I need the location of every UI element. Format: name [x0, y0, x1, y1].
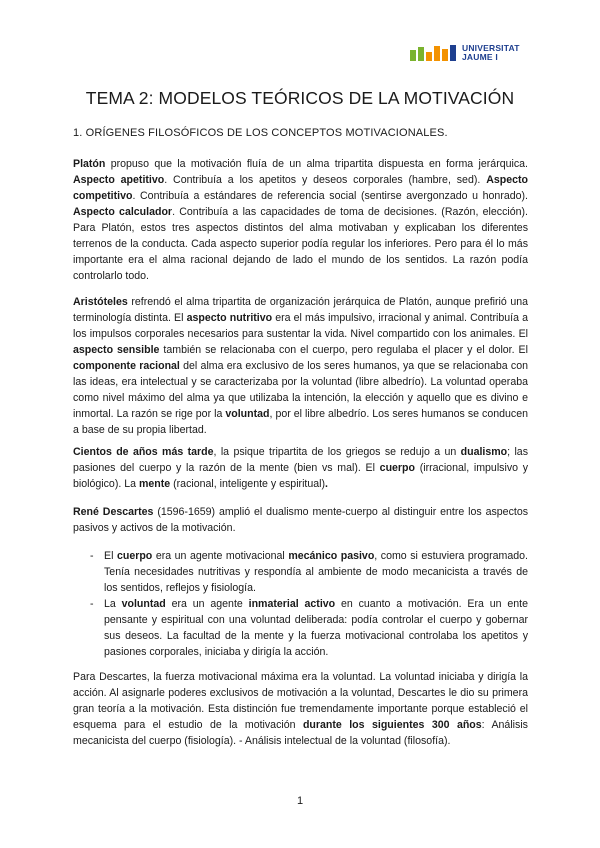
- bold-term: aspecto nutritivo: [186, 312, 273, 324]
- logo-mark-icon: [410, 45, 456, 61]
- bold-term: cuerpo: [379, 462, 415, 474]
- logo-line-1: UNIVERSITAT: [462, 43, 520, 53]
- text-run: : Análisis mecanicista del cuerpo (fisiología). - Análisis intelectual de la voluntad (filosofía).: [73, 719, 528, 747]
- text-run: . Contribuía a las capacidades de toma de decisiones. (Razón, elección). Para Platón, estos tres aspectos distintos del alma motivaban y explicaban los diferentes terrenos de la conducta. Cada aspecto superior podía regular los inferiores. Pero para él lo más importante era el alma racional dejando de lado el mundo de los sentidos. La razón podía controlarlo todo.: [73, 206, 528, 282]
- bold-term: Aspecto apetitivo: [73, 174, 165, 186]
- text-run: , la psique tripartita de los griegos se redujo a un: [213, 446, 461, 458]
- paragraph-dualismo: [73, 444, 528, 492]
- bold-term: voluntad: [225, 408, 270, 420]
- paragraph-voluntad: [73, 669, 528, 749]
- text-run: . Contribuía a estándares de referencia social (sentirse avergonzado u honrado).: [132, 190, 528, 202]
- text-run: refrendó el alma tripartita de organización jerárquica de Platón, aunque prefirió una terminología distinta. El: [73, 296, 528, 324]
- text-run: (racional, inteligente y espiritual): [170, 478, 326, 490]
- paragraph-descartes: [73, 504, 528, 536]
- bold-term: aspecto sensible: [73, 344, 160, 356]
- page-number: 1: [296, 795, 304, 807]
- bold-term: dualismo: [460, 446, 508, 458]
- text-run: propuso que la motivación fluía de un alma tripartita dispuesta en forma jerárquica.: [105, 158, 528, 170]
- bold-term: Platón: [73, 158, 106, 170]
- text-run: era un agente motivacional: [152, 550, 289, 562]
- descartes-list: [73, 548, 528, 660]
- list-item: - El cuerpo era un agente motivacional mecánico pasivo, como si estuviera programado. Tenía necesidades nutritivas y respondía al ambiente de modo mecanicista a través de los sentidos, reflejos y fisiología.: [90, 550, 528, 594]
- bold-term: Cientos de años más tarde: [73, 446, 214, 458]
- bold-term: Aspecto calculador: [73, 206, 173, 218]
- university-logo: [410, 44, 520, 62]
- text-run: ; las pasiones del cuerpo y la razón de la mente (bien vs mal). El: [73, 446, 528, 474]
- bold-term: Aspecto competitivo: [73, 174, 528, 202]
- bold-term: cuerpo: [116, 550, 153, 562]
- text-run: era un agente: [165, 598, 249, 610]
- text-run: también se relacionaba con el cuerpo, pero regulaba el placer y el dolor. El: [159, 344, 528, 356]
- bold-term: durante los siguientes 300 años: [302, 719, 482, 731]
- bold-term: voluntad: [121, 598, 166, 610]
- text-run: . Contribuía a los apetitos y deseos corporales (hambre, sed).: [164, 174, 487, 186]
- text-run: en cuanto a motivación. Era un ente pensante y espiritual con una voluntad deliberada: podía controlar el cuerpo y gobernar sus deseos. La facultad de la mente y la fuerza motivacional controlaba los apetitos y pasiones corporales, iniciaba y dirigía la acción.: [104, 598, 528, 658]
- logo-line-2: JAUME I: [462, 52, 498, 62]
- text-run: El: [104, 550, 117, 562]
- bold-term: inmaterial activo: [248, 598, 336, 610]
- bold-term: Aristóteles: [73, 296, 128, 308]
- paragraph-platon: [73, 156, 528, 284]
- section-title: 1. ORÍGENES FILOSÓFICOS DE LOS CONCEPTOS MOTIVACIONALES.: [73, 127, 448, 139]
- paragraph-aristoteles: [73, 294, 528, 438]
- text-run: (1596-1659) amplió el dualismo mente-cuerpo al distinguir entre los aspectos pasivos y activos de la motivación.: [73, 506, 529, 534]
- text-run: Para Descartes, la fuerza motivacional máxima era la voluntad. La voluntad iniciaba y dirigía la acción. Al asignarle poderes exclusivos de motivación a la voluntad, Descartes le dio su primera gran teoría a la motivación. Esta distinción fue tremendamente importante porque estableció el esquema para el estudio de la motivación: [73, 671, 528, 731]
- text-run: (irracional, impulsivo y biológico). La: [73, 462, 529, 490]
- text-run: , como si estuviera programado. Tenía necesidades nutritivas y respondía al ambiente de modo mecanicista a través de los sentidos, reflejos y fisiología.: [104, 550, 528, 594]
- text-run: La: [104, 598, 122, 610]
- bold-term: mente: [138, 478, 171, 490]
- text-run: era el más impulsivo, irracional y animal. Contribuía a los impulsos corporales necesarios para sustentar la vida. Nivel compartido con los animales. El: [73, 312, 528, 340]
- document-title: TEMA 2: MODELOS TEÓRICOS DE LA MOTIVACIÓN: [85, 88, 515, 108]
- bold-term: .: [325, 478, 328, 490]
- bold-term: René Descartes: [73, 506, 154, 518]
- list-item: - La voluntad era un agente inmaterial activo en cuanto a motivación. Era un ente pensante y espiritual con una voluntad deliberada: podía controlar el cuerpo y gobernar sus deseos. La facultad de la mente y la fuerza motivacional controlaba los apetitos y pasiones corporales, iniciaba y dirigía la acción.: [90, 598, 528, 658]
- bold-term: componente racional: [73, 360, 180, 372]
- bold-term: mecánico pasivo: [288, 550, 375, 562]
- text-run: , por el libre albedrío. Los seres humanos se conducen a base de su propia libertad.: [73, 408, 528, 436]
- text-run: del alma era exclusivo de los seres humanos, ya que se relacionaba con las ideas, era intelectual y se caracterizaba por la voluntad (libre albedrío). La voluntad operaba como nivel máximo del alma ya que utilizaba la intención, la elección y aquello que es divino e inmortal. La razón se rige por la: [73, 360, 528, 420]
